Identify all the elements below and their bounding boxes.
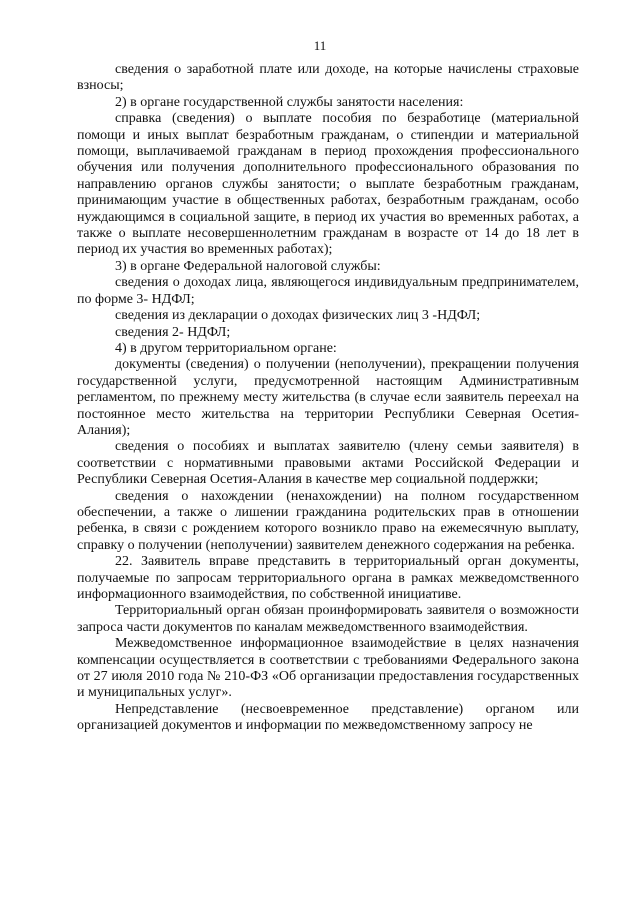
paragraph-item-22: 22. Заявитель вправе представить в территориальный орган документы, получаемые по запросам территориального органа в рамках межведомственного информационного взаимодействия, по собственной инициативе.	[77, 554, 579, 602]
paragraph-previous-residence-docs: документы (сведения) о получении (неполучении), прекращении получения государственной услуги, предусмотренной настоящим Административным регламентом, по прежнему месту жительства (в случае если заявитель переехал на постоянное место жительства на территории Республики Северная Осетия-Алания);	[77, 357, 579, 438]
paragraph-benefits-info: сведения о пособиях и выплатах заявителю (члену семьи заявителя) в соответствии с нормативными правовыми актами Российской Федерации и Республики Северная Осетия-Алания в качестве мер социальной поддержки;	[77, 439, 579, 488]
paragraph-employment-service-heading: 2) в органе государственной службы занятости населения:	[115, 94, 464, 110]
paragraph-entrepreneur-income: сведения о доходах лица, являющегося индивидуальным предпринимателем, по форме 3- НДФЛ;	[77, 275, 579, 307]
paragraph-non-submission: Непредставление (несвоевременное представление) органом или организацией документов и информации по межведомственному запросу не	[77, 701, 579, 734]
paragraph-territorial-obligation: Территориальный орган обязан проинформировать заявителя о возможности запроса части документов по каналам межведомственного взаимодействия.	[77, 603, 579, 635]
paragraph-interagency-interaction: Межведомственное информационное взаимодействие в целях назначения компенсации осуществляется в соответствии с требованиями Федерального закона от 27 июля 2010 года № 210-ФЗ «Об организации предоставления государственных и муниципальных услуг».	[77, 636, 579, 701]
paragraph-state-support-info: сведения о нахождении (ненахождении) на полном государственном обеспечении, а также о лишении гражданина родительских прав в отношении ребенка, в связи с рождением которого возникло право на ежемесячную выплату, справку о получении (неполучении) заявителем денежного содержания на ребенка.	[77, 488, 579, 553]
paragraph-tax-service-heading: 3) в органе Федеральной налоговой службы:	[115, 258, 381, 274]
paragraph-unemployment-certificate: справка (сведения) о выплате пособия по безработице (материальной помощи и иных выплат безработным гражданам, о стипендии и материальной помощи, выплачиваемой гражданам в период прохождения профессионального обучения или получения дополнительного профессионального образования по направлению органов службы занятости; о выплате безработным гражданам, принимающим участие в общественных работах, безработным гражданам, особо нуждающимся в социальной защите, в период их участия во временных работах, а также о выплате несовершеннолетним гражданам в возрасте от 14 до 18 лет в период их участия во временных работах);	[77, 111, 579, 258]
document-body	[77, 62, 579, 735]
paragraph-declaration-3ndfl: сведения из декларации о доходах физических лиц 3 -НДФЛ;	[115, 308, 481, 324]
paragraph-2ndfl: сведения 2- НДФЛ;	[115, 324, 231, 340]
page-number: 11	[313, 38, 327, 53]
paragraph-other-territorial-heading: 4) в другом территориальном органе:	[115, 340, 337, 356]
paragraph-income-info: сведения о заработной плате или доходе, на которые начислены страховые взносы;	[77, 62, 579, 94]
